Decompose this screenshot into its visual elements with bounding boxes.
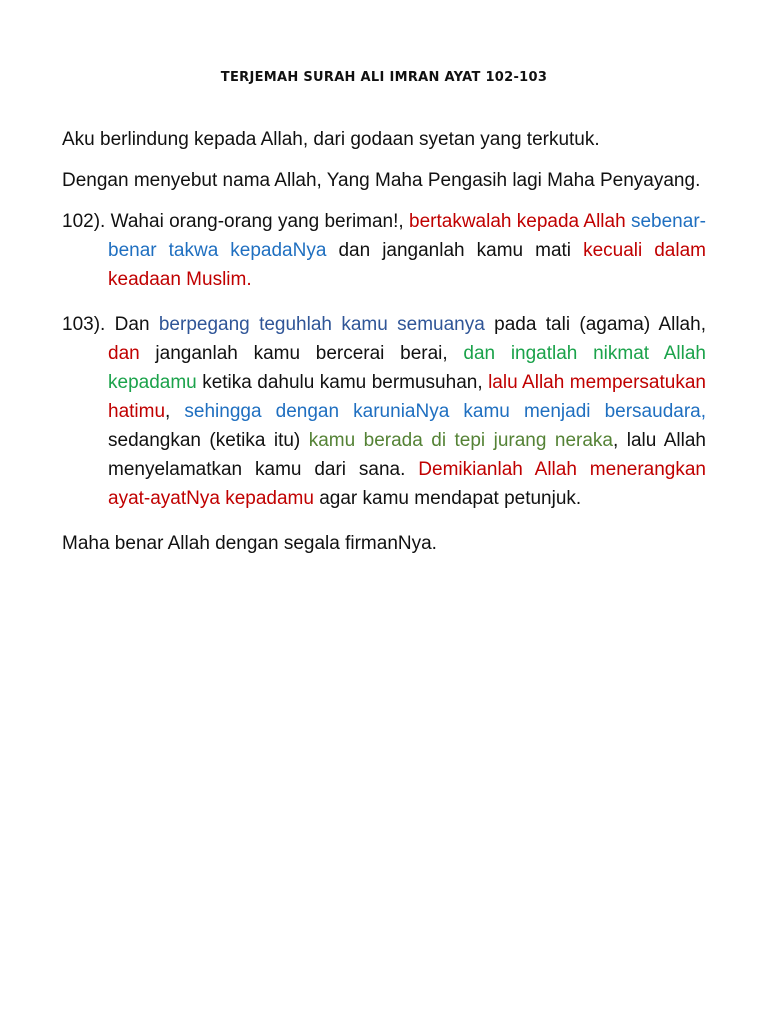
verse-103-text: , lalu Allah menyelamatkan kamu dari sana. [108,430,706,480]
closing-paragraph: Maha benar Allah dengan segala firmanNya. [62,533,437,554]
verse-103-highlight-red: lalu Allah mempersatukan hatimu [108,372,706,422]
basmalah-paragraph: Dengan menyebut nama Allah, Yang Maha Pengasih lagi Maha Penyayang. [62,170,701,191]
verse-103-paragraph [62,310,706,513]
verse-103-highlight-red: dan [108,343,140,364]
verse-103-highlight-blue: sehingga dengan karuniaNya kamu menjadi bersaudara, [184,401,706,422]
verse-103-text: agar kamu mendapat petunjuk. [313,488,582,509]
document-title: TERJEMAH SURAH ALI IMRAN AYAT 102-103 [220,70,548,85]
verse-103-highlight-green: dan ingatlah nikmat Allah kepadamu [108,343,706,393]
verse-103-highlight-navy: berpegang teguhlah kamu semuanya [158,314,485,335]
verse-102-highlight-blue: sebenar-benar takwa kepadaNya [108,211,706,261]
verse-102-text: dan janganlah kamu mati [326,240,584,261]
verse-103-text: , [165,401,185,422]
verse-103-highlight-olive: kamu berada di tepi jurang neraka [308,430,613,451]
verse-103-text: sedangkan (ketika itu) [108,430,309,451]
taawudz-paragraph: Aku berlindung kepada Allah, dari godaan syetan yang terkutuk. [62,129,600,150]
verse-103-text: ketika dahulu kamu bermusuhan, [196,372,489,393]
verse-103-text: pada tali (agama) Allah, [484,314,706,335]
verse-103-text: 103). Dan [62,314,159,335]
verse-102-highlight-red: kecuali dalam keadaan Muslim. [108,240,706,290]
verse-103-text: janganlah kamu bercerai berai, [139,343,464,364]
verse-102-highlight-red: bertakwalah kepada Allah [409,211,626,232]
verse-102-text: 102). Wahai orang-orang yang beriman!, [62,211,410,232]
verse-102-paragraph [62,207,706,294]
verse-103-highlight-red: Demikianlah Allah menerangkan ayat-ayatNya kepadamu [108,459,706,509]
